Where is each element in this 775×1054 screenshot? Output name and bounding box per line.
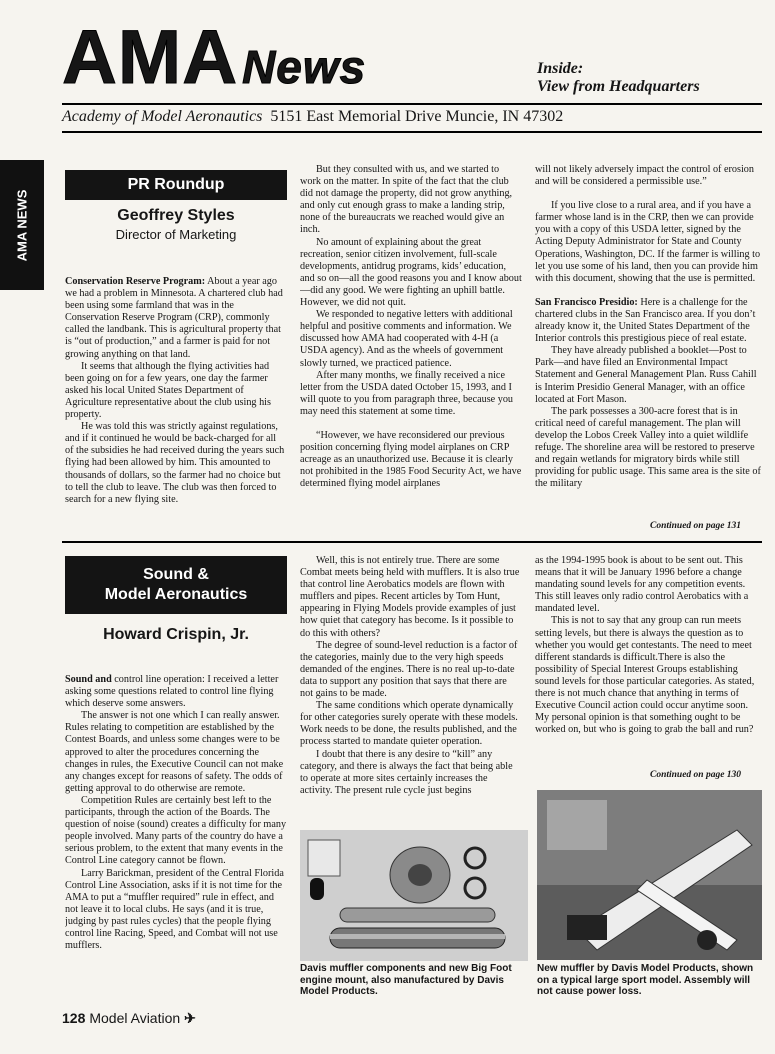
article2-column-2 (300, 555, 522, 817)
paragraph: If you live close to a rural area, and if you have a farmer whose land is in the CRP, then we can provide you with a copy of this USDA letter, signed by the Acting Deputy Administrator for State and County Operations, Washington, DC. If the farmer is willing to let you use some of his land, then you can provide him with this document, showing that the use is permitted. (535, 200, 761, 284)
author-role: Director of Marketing (115, 227, 237, 242)
paragraph: No amount of explaining about the great recreation, senior citizen involvement, full-scale developments, antidrug programs, kids’ education, and so on—all the good reasons you and I know about—did any good. We were fighting an uphill battle. However, we did not quit. (300, 236, 522, 309)
side-tab-label: AMA NEWS (14, 189, 30, 261)
muffler-components-image (300, 830, 528, 961)
paragraph: Competition Rules are certainly best left to the participants, through the action of the Boards. The question of noise (sound) creates a difficulty for many people involved. Many parts of the country do have a serious problem, to the extent that many events in the Control Line category cannot be flown. (65, 794, 287, 867)
magazine-name: Model Aviation (89, 1010, 181, 1026)
author-name: Howard Crispin, Jr. (103, 626, 249, 643)
continued-link[interactable]: Continued on page 130 (650, 770, 742, 780)
photo2-caption: New muffler by Davis Model Products, shown on a typical large sport model. Assembly will not cause power loss. (537, 963, 754, 997)
paragraph: I doubt that there is any desire to “kill” any category, and there is always the fact that being able to operate at more sites certainly increases the activity. The present rule cycle just begins (300, 748, 513, 796)
sound-banner (65, 556, 287, 614)
paragraph: San Francisco Presidio: Here is a challenge for the chartered clubs in the San Francisco area. If you don’t already know it, the United States Department of the Interior controls this prestigious piece of real estate. (535, 296, 756, 345)
author-name: Geoffrey Styles (117, 207, 235, 224)
muffler-model-photo (537, 790, 762, 960)
pr-roundup-byline (65, 207, 287, 242)
article2-column-1 (65, 674, 287, 990)
paragraph: We responded to negative letters with additional helpful and positive comments and information. We discussed how AMA had cooperated with 4-H (a USDA agency). And as the wheels of government slowly turned, we practiced patience. (300, 309, 513, 369)
inside-title: View from Headquarters (537, 78, 700, 95)
logo-news: News (242, 41, 367, 93)
sound-title-line1: Sound & (143, 566, 209, 583)
paragraph: The degree of sound-level reduction is a factor of the categories, mainly due to the very high speeds demanded of the engines. There is no real up-to-date data to support any position that says that there are not gains to be made. (300, 639, 518, 700)
pr-roundup-banner (65, 170, 287, 200)
paragraph: “However, we have reconsidered our previous position concerning flying model airplanes on CRP acreage as an unauthorized use. Because it is clearly not prohibited in the 1985 Food Security Act, we have determined flying model airplanes (300, 429, 522, 490)
paragraph: The answer is not one which I can really answer. Rules relating to competition are established by the Contest Boards, and unless some changes were to be approved to alter the procedures concerning the changes in rules, the Executive Council can not make any changes except for reasons of safety. The odds of getting approval to do otherwise are remote. (65, 710, 284, 794)
pr-roundup-title: PR Roundup (127, 176, 225, 193)
inside-teaser (537, 60, 700, 96)
paragraph: Sound and control line operation: I received a letter asking some questions related to control line flying which deserve some answers. (65, 674, 279, 710)
paragraph: The same conditions which operate dynamically for other categories surely operate with these models. Work needs to be done, the results published, and the process started to mandate quieter operation. (300, 700, 518, 748)
article1-column-1 (65, 276, 287, 538)
paragraph: They have already published a booklet—Post to Park—and have filed an Environmental Impact Statement and General Management Plan. Russ Cahill is Interim Presidio General Manager, with an office located at Fort Mason. (535, 345, 757, 405)
inside-label: Inside: (537, 60, 584, 77)
paragraph: But they consulted with us, and we started to work on the matter. In spite of the fact that the club did not damage the property, did not grow anything, and only cut enough grass to make a landing strip, none of the bureaucrats we reached would give an inch. (300, 164, 513, 236)
airplane-icon: ✈ (184, 1010, 196, 1026)
masthead-rule-top (62, 103, 762, 105)
article1-column-3 (535, 164, 762, 520)
paragraph: This is not to say that any group can run meets setting levels, but there is always the question as to whether you would get contestants. The need to meet different standards is difficult.There is also the possibility of Special Interest Groups establishing sound levels for those particular categories. As stated, there is not much chance that anything in terms of Executive Council action could occur anytime soon. My personal opinion is that something ought to be worked on, but who is going to grab the ball and run? (535, 615, 755, 736)
article2-column-3 (535, 555, 762, 767)
page-number: 128 (62, 1010, 86, 1026)
paragraph: It seems that although the flying activities had been going on for a few years, one day the farmer asked his local United States Department of Agriculture representative about the club using his property. (65, 360, 271, 421)
page-footer (62, 1010, 196, 1027)
masthead-address-line (62, 108, 563, 126)
logo-ama: AMA (62, 15, 239, 100)
paragraph: He was told this was strictly against regulations, and if it continued he would be back-charged for all of the subsidies he had received during the years such flying had been allowed by him. This amounted to thousands of dollars, so the farmer had no choice but to tell the club to leave. The club was then forced to search for a new flying site. (65, 421, 285, 505)
section-divider (62, 541, 762, 543)
paragraph: as the 1994-1995 book is about to be sent out. This means that it will be January 1996 before a change mandating sound levels for any competition events. This still leaves only radio control Aerobatics with a mandated level. (535, 555, 749, 615)
paragraph: will not likely adversely impact the control of erosion and will be considered a permissible use.” (535, 164, 754, 188)
photo1-caption: Davis muffler components and new Big Foot engine mount, also manufactured by Davis Model Products. (300, 963, 512, 997)
article1-column-2 (300, 164, 522, 538)
paragraph: Conservation Reserve Program: About a year ago we had a problem in Minnesota. A chartered club had been using some farmland that was in the Conservation Reserve Program (CRP), commonly called the landbank. This is agricultural property that is “out of production,” and a farmer is paid for not growing anything on that land. (65, 276, 283, 360)
ama-news-logo (62, 15, 367, 100)
paragraph: Well, this is not entirely true. There are some Combat meets being held with mufflers. It is also true that control line Aerobatics models are flown with mufflers and pipes. Recent articles by Tom Hunt, appearing in Flying Models provide examples of just how quiet that category has become. Is it possible to do this with others? (300, 555, 520, 639)
sound-title-line2: Model Aeronautics (104, 586, 248, 603)
paragraph: The park possesses a 300-acre forest that is in critical need of careful management. The plan will develop the Lobos Creek Valley into a quiet wildlife refuge. The shoreline area will be restored to preserve and regain wetlands for migratory birds while still providing for public usage. This same area is the site of the military (535, 405, 761, 490)
org-address: 5151 East Memorial Drive Muncie, IN 47302 (270, 108, 564, 125)
continued-link[interactable]: Continued on page 131 (650, 521, 742, 531)
sound-byline (65, 626, 287, 644)
sport-model-image (537, 790, 762, 960)
masthead-rule-bottom (62, 131, 762, 133)
org-name: Academy of Model Aeronautics (62, 108, 263, 125)
muffler-components-photo (300, 830, 528, 961)
paragraph: After many months, we finally received a nice letter from the USDA dated October 15, 1993, and I will quote to you from paragraph three, because you may need this statement at some time. (300, 369, 514, 417)
paragraph: Larry Barickman, president of the Central Florida Control Line Association, asks if it is not time for the AMA to put a “muffler required” rule in effect, and not leave it to local clubs. He says (and it is true, judging by past rules cycles) that the people flying control line Racing, Speed, and Combat will not use mufflers. (65, 867, 284, 952)
side-tab (0, 160, 44, 290)
